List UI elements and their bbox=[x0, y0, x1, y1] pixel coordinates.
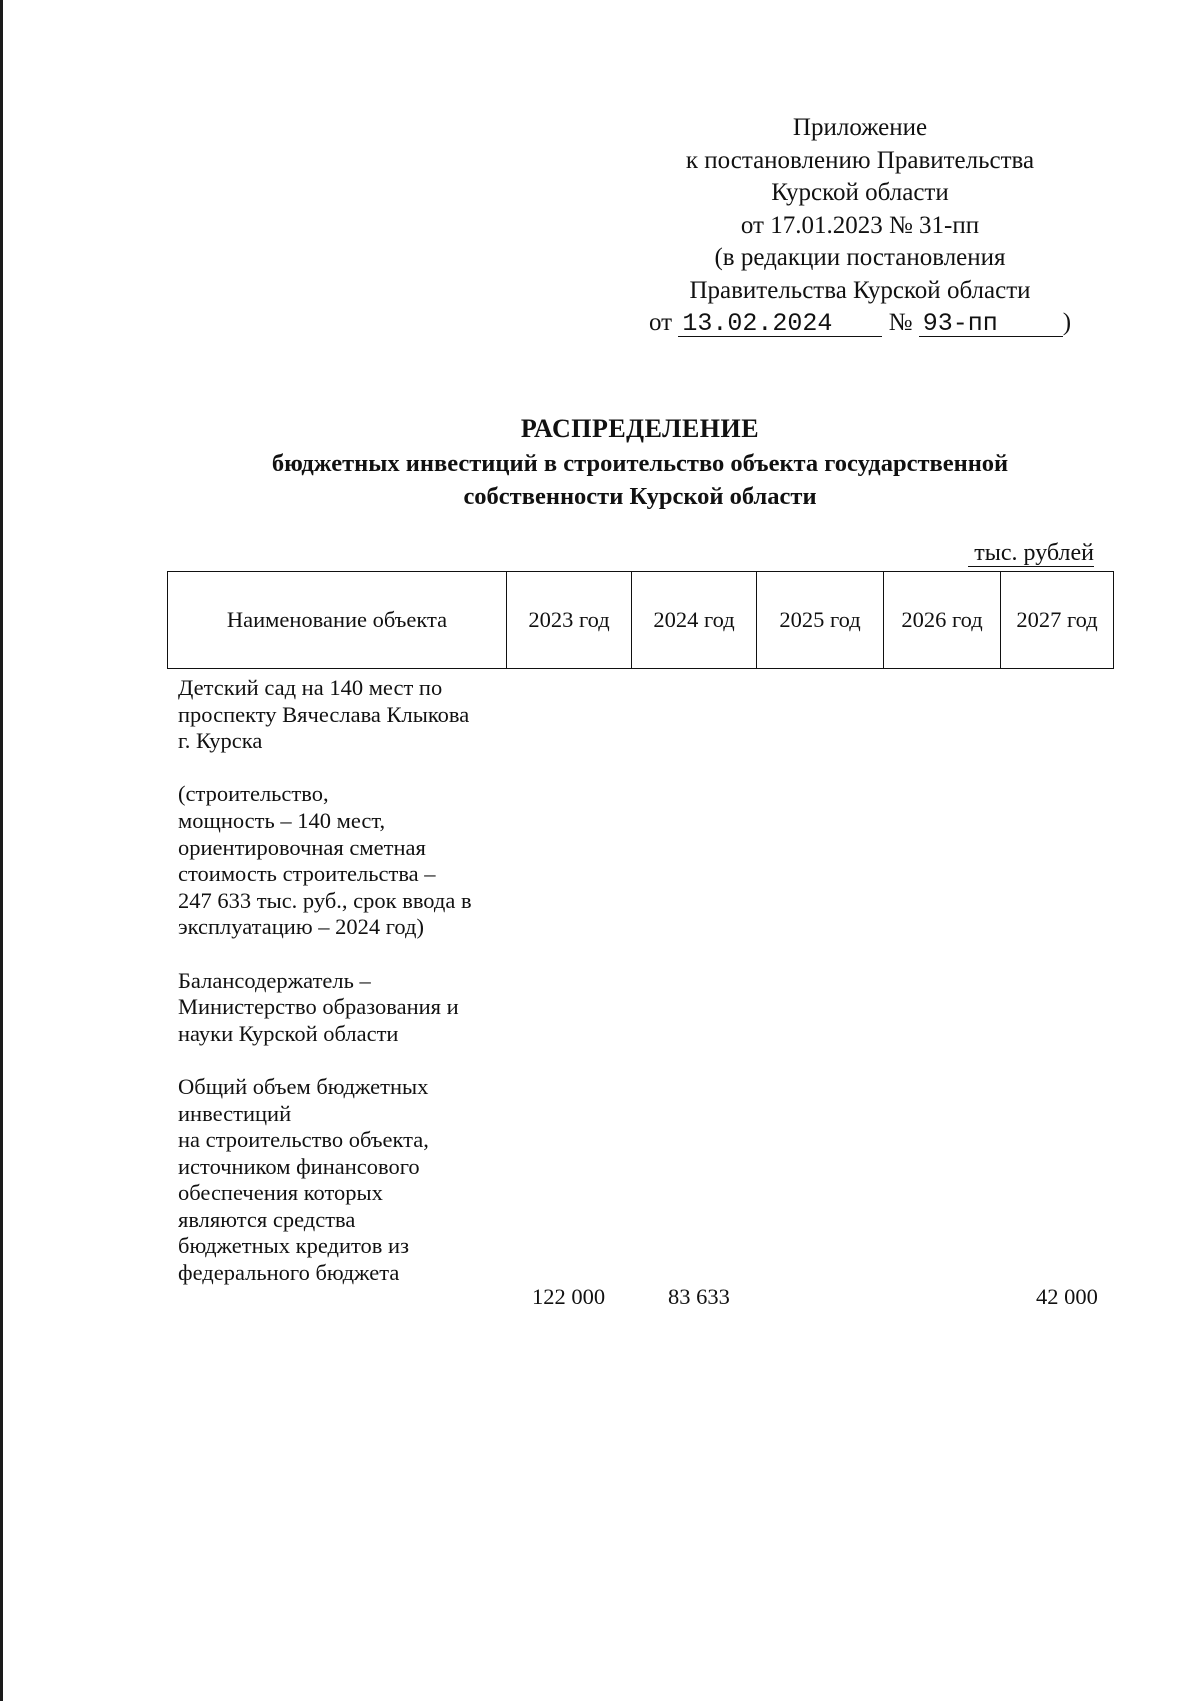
object-name: Детский сад на 140 мест по проспекту Вячеслава Клыкова г. Курска bbox=[178, 675, 470, 754]
object-details: (строительство, мощность – 140 мест, ориентировочная сметная стоимость строительства – 247 633 тыс. руб., срок ввода в эксплуатацию – 2024 год) bbox=[178, 781, 472, 940]
appendix-line-government: Правительства Курской области bbox=[689, 276, 1031, 304]
header-year-2023: 2023 год bbox=[507, 572, 632, 669]
scan-border-line bbox=[0, 0, 3, 1701]
value-2027: 42 000 bbox=[1036, 1284, 1098, 1309]
appendix-amendment-ref bbox=[590, 307, 1130, 340]
appendix-header bbox=[590, 112, 1130, 340]
header-year-2026: 2026 год bbox=[884, 572, 1001, 669]
appendix-line-edition: (в редакции постановления bbox=[714, 244, 1006, 271]
document-title-block bbox=[100, 411, 1180, 513]
object-description bbox=[178, 675, 508, 1313]
document-subtitle-line1: бюджетных инвестиций в строительство объекта государственной bbox=[271, 450, 1009, 477]
header-year-2024: 2024 год bbox=[632, 572, 757, 669]
value-2023: 122 000 bbox=[532, 1284, 606, 1309]
header-object-name: Наименование объекта bbox=[168, 572, 507, 669]
ref-close: ) bbox=[1062, 309, 1072, 336]
ref-number-sign: № bbox=[888, 309, 913, 336]
ref-number-field: 93-пп bbox=[919, 312, 1063, 337]
ref-date-field: 13.02.2024 bbox=[678, 312, 882, 337]
units-label: тыс. рублей bbox=[968, 540, 1094, 567]
header-year-2027: 2027 год bbox=[1001, 572, 1114, 669]
document-subtitle-line2: собственности Курской области bbox=[463, 483, 817, 510]
appendix-line-original-ref: от 17.01.2023 № 31-пп bbox=[740, 211, 980, 239]
table-header-row bbox=[168, 572, 1114, 669]
document-title: РАСПРЕДЕЛЕНИЕ bbox=[520, 414, 760, 443]
ref-prefix: от bbox=[648, 309, 673, 336]
appendix-title: Приложение bbox=[792, 114, 928, 141]
object-funding-description: Общий объем бюджетных инвестиций на строительство объекта, источником финансового обеспечения которых являются средства бюджетных кредитов из федерального бюджета bbox=[178, 1073, 429, 1286]
appendix-line-resolution: к постановлению Правительства bbox=[685, 146, 1035, 174]
header-year-2025: 2025 год bbox=[757, 572, 884, 669]
value-2024: 83 633 bbox=[668, 1284, 730, 1309]
object-balance-holder: Балансодержатель – Министерство образования и науки Курской области bbox=[178, 967, 459, 1046]
investment-table-header bbox=[167, 571, 1114, 669]
appendix-line-region: Курской области bbox=[771, 179, 949, 206]
